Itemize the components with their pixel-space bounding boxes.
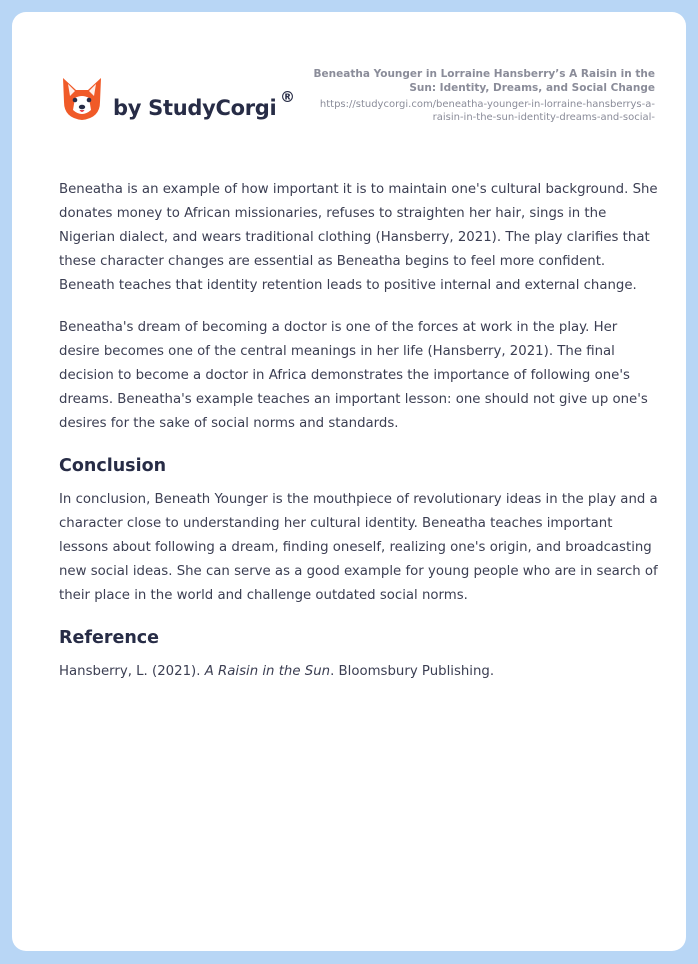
brand-name: by StudyCorgi: [113, 96, 277, 120]
document-url[interactable]: https://studycorgi.com/beneatha-younger-in-lorraine-hansberrys-a-raisin-in-the-sun-identity-dreams-and-social-: [319, 99, 655, 123]
document-meta: [305, 67, 655, 124]
reference-author: Hansberry, L. (2021).: [59, 664, 205, 679]
corgi-icon: [60, 76, 104, 122]
document-content: [59, 178, 659, 702]
conclusion-paragraph: In conclusion, Beneath Younger is the mouthpiece of revolutionary ideas in the play and a character close to understanding her cultural identity. Beneatha teaches important lessons about following a dream, finding oneself, realizing one's origin, and broadcasting new social ideas. She can serve as a good example for young people who are in search of their place in the world and challenge outdated social norms.: [59, 492, 658, 603]
body-paragraph-1: Beneatha is an example of how important it is to maintain one's cultural background. She donates money to African missionaries, refuses to straighten her hair, sings in the Nigerian dialect, and wears traditional clothing (Hansberry, 2021). The play clarifies that these character changes are essential as Beneatha begins to feel more confident. Beneath teaches that identity retention leads to positive internal and external change.: [59, 182, 658, 293]
body-paragraph-2: Beneatha's dream of becoming a doctor is one of the forces at work in the play. Her desire becomes one of the central meanings in her life (Hansberry, 2021). The final decision to become a doctor in Africa demonstrates the importance of following one's dreams. Beneatha's example teaches an important lesson: one should not give up one's desires for the sake of social norms and standards.: [59, 320, 648, 431]
reference-title: A Raisin in the Sun: [204, 664, 331, 679]
document-title: Beneatha Younger in Lorraine Hansberry’s A Raisin in the Sun: Identity, Dreams, and Social Change: [313, 68, 655, 94]
document-page: [12, 12, 686, 951]
reference-publisher: . Bloomsbury Publishing.: [330, 664, 495, 679]
registered-mark: ®: [280, 88, 295, 106]
reference-heading: Reference: [59, 628, 160, 648]
conclusion-heading: Conclusion: [59, 456, 167, 476]
studycorgi-logo[interactable]: [60, 76, 310, 136]
reference-entry: [59, 660, 659, 684]
